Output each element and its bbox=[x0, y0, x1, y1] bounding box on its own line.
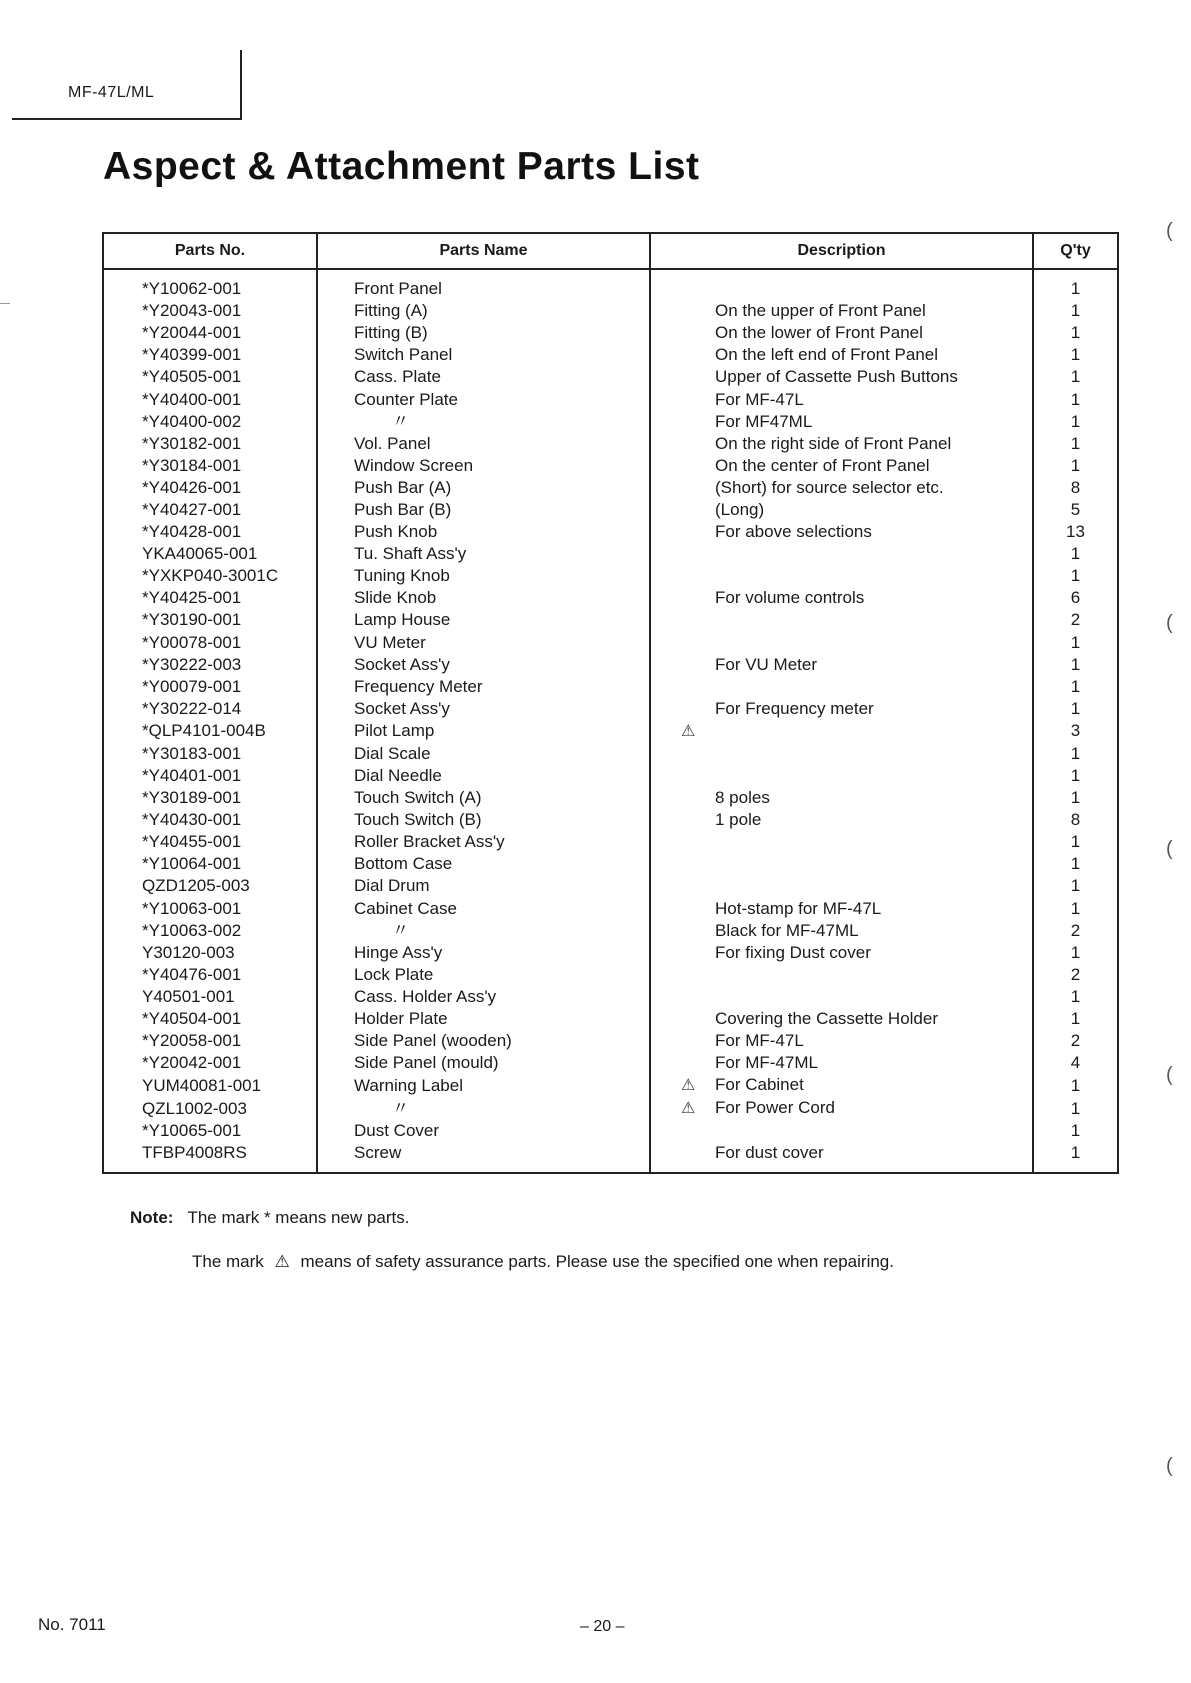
part-description bbox=[650, 898, 1033, 920]
part-name bbox=[317, 942, 650, 964]
part-description bbox=[650, 875, 1033, 897]
part-description bbox=[650, 743, 1033, 765]
part-description bbox=[650, 499, 1033, 521]
part-name bbox=[317, 521, 650, 543]
part-name-text: Dial Drum bbox=[354, 876, 430, 896]
table-row bbox=[103, 743, 1118, 765]
part-description bbox=[650, 809, 1033, 831]
part-name bbox=[317, 388, 650, 410]
part-name bbox=[317, 986, 650, 1008]
part-qty: 1 bbox=[1070, 367, 1081, 387]
note-mark-prefix: The mark bbox=[192, 1252, 264, 1271]
part-number: *Y40476-001 bbox=[103, 964, 317, 986]
part-description bbox=[650, 609, 1033, 631]
part-qty: 1 bbox=[1070, 433, 1081, 453]
part-description-text: For MF-47ML bbox=[715, 1053, 818, 1073]
margin-mark: ( bbox=[1166, 220, 1173, 242]
part-qty: 1 bbox=[1070, 698, 1081, 718]
part-number: *Y20044-001 bbox=[103, 322, 317, 344]
part-name bbox=[317, 654, 650, 676]
part-name bbox=[317, 898, 650, 920]
table-row bbox=[103, 632, 1118, 654]
part-name bbox=[317, 1142, 650, 1173]
part-description bbox=[650, 433, 1033, 455]
part-name-text: Frequency Meter bbox=[354, 676, 483, 696]
header-parts-no: Parts No. bbox=[103, 233, 317, 269]
part-number: *Y30222-014 bbox=[103, 698, 317, 720]
part-qty: 6 bbox=[1070, 588, 1081, 608]
part-name bbox=[317, 920, 650, 942]
part-number: *Y10065-001 bbox=[103, 1120, 317, 1142]
part-name bbox=[317, 1097, 650, 1120]
part-number: *Y30189-001 bbox=[103, 787, 317, 809]
part-name-text: Lamp House bbox=[354, 610, 451, 630]
part-qty: 1 bbox=[1070, 1121, 1081, 1141]
part-number: YKA40065-001 bbox=[103, 543, 317, 565]
table-row bbox=[103, 1052, 1118, 1074]
parts-table bbox=[102, 232, 1119, 1174]
part-name-text: Hinge Ass'y bbox=[354, 942, 443, 962]
part-name bbox=[317, 765, 650, 787]
safety-warning-icon: ⚠ bbox=[681, 1100, 696, 1118]
note-safety-parts: means of safety assurance parts. Please use the specified one when repairing. bbox=[300, 1252, 894, 1271]
table-row bbox=[103, 831, 1118, 853]
part-name bbox=[317, 1120, 650, 1142]
table-row bbox=[103, 1120, 1118, 1142]
part-name-text: Warning Label bbox=[354, 1075, 463, 1095]
part-description-text: For Power Cord bbox=[715, 1098, 835, 1118]
part-description-text: For MF-47L bbox=[715, 389, 804, 409]
part-description-text: For Cabinet bbox=[715, 1075, 804, 1095]
part-name bbox=[317, 1008, 650, 1030]
part-description-text: For dust cover bbox=[715, 1143, 824, 1163]
part-name-text: Side Panel (mould) bbox=[354, 1053, 499, 1073]
part-description bbox=[650, 765, 1033, 787]
table-row bbox=[103, 1142, 1118, 1173]
part-qty: 8 bbox=[1070, 477, 1081, 497]
part-name bbox=[317, 676, 650, 698]
part-number: *Y10064-001 bbox=[103, 853, 317, 875]
part-name-text: Push Bar (B) bbox=[354, 499, 452, 519]
safety-warning-icon: ⚠ bbox=[681, 722, 696, 740]
header-qty: Q'ty bbox=[1033, 233, 1118, 269]
part-name-text: VU Meter bbox=[354, 632, 426, 652]
table-row bbox=[103, 898, 1118, 920]
part-description-text: Covering the Cassette Holder bbox=[715, 1009, 939, 1029]
part-name-text: Dial Scale bbox=[354, 743, 431, 763]
part-description-text: For VU Meter bbox=[715, 654, 818, 674]
parts-table-body bbox=[103, 269, 1118, 1173]
part-description bbox=[650, 1120, 1033, 1142]
table-row bbox=[103, 875, 1118, 897]
part-number: *Y40425-001 bbox=[103, 587, 317, 609]
part-name-text: 〃 bbox=[392, 920, 409, 940]
part-qty: 3 bbox=[1070, 721, 1081, 741]
table-row bbox=[103, 720, 1118, 743]
table-row bbox=[103, 1008, 1118, 1030]
part-number: *Y00078-001 bbox=[103, 632, 317, 654]
part-name bbox=[317, 366, 650, 388]
table-row bbox=[103, 1030, 1118, 1052]
part-description-text: (Long) bbox=[715, 499, 765, 519]
part-qty: 1 bbox=[1070, 1143, 1081, 1163]
table-row bbox=[103, 1074, 1118, 1097]
part-name bbox=[317, 543, 650, 565]
part-number: *Y30222-003 bbox=[103, 654, 317, 676]
part-name bbox=[317, 455, 650, 477]
part-name bbox=[317, 322, 650, 344]
part-number: Y40501-001 bbox=[103, 986, 317, 1008]
part-number: *Y20042-001 bbox=[103, 1052, 317, 1074]
part-description-text: On the left end of Front Panel bbox=[715, 345, 939, 365]
table-row bbox=[103, 609, 1118, 631]
part-description bbox=[650, 964, 1033, 986]
table-row bbox=[103, 499, 1118, 521]
part-qty: 1 bbox=[1070, 1075, 1081, 1095]
table-row bbox=[103, 1097, 1118, 1120]
margin-mark: ( bbox=[1166, 838, 1173, 860]
part-number: *Y40455-001 bbox=[103, 831, 317, 853]
part-qty: 1 bbox=[1070, 544, 1081, 564]
part-name-text: Bottom Case bbox=[354, 854, 453, 874]
table-row bbox=[103, 565, 1118, 587]
table-row bbox=[103, 787, 1118, 809]
part-qty: 1 bbox=[1070, 854, 1081, 874]
part-qty: 1 bbox=[1070, 279, 1081, 299]
part-name bbox=[317, 300, 650, 322]
part-qty: 4 bbox=[1070, 1053, 1081, 1073]
part-number: *Y30182-001 bbox=[103, 433, 317, 455]
part-description bbox=[650, 632, 1033, 654]
part-name bbox=[317, 809, 650, 831]
part-number: *Y40400-002 bbox=[103, 411, 317, 433]
part-name bbox=[317, 698, 650, 720]
part-qty: 1 bbox=[1070, 1098, 1081, 1118]
part-qty: 1 bbox=[1070, 301, 1081, 321]
part-description bbox=[650, 654, 1033, 676]
part-name-text: Switch Panel bbox=[354, 345, 453, 365]
part-description-text: On the upper of Front Panel bbox=[715, 301, 926, 321]
part-name bbox=[317, 1030, 650, 1052]
part-name-text: Cass. Plate bbox=[354, 367, 441, 387]
part-description-text: For MF-47L bbox=[715, 1031, 804, 1051]
part-qty: 2 bbox=[1070, 920, 1081, 940]
part-description bbox=[650, 1142, 1033, 1173]
safety-warning-icon: ⚠ bbox=[681, 1077, 696, 1095]
part-number: *Y40505-001 bbox=[103, 366, 317, 388]
table-row bbox=[103, 477, 1118, 499]
part-name-text: Pilot Lamp bbox=[354, 721, 435, 741]
part-number: *Y20043-001 bbox=[103, 300, 317, 322]
part-name-text: Counter Plate bbox=[354, 389, 458, 409]
margin-mark: ( bbox=[1166, 1455, 1173, 1477]
part-description bbox=[650, 1008, 1033, 1030]
part-name-text: Socket Ass'y bbox=[354, 698, 450, 718]
part-qty: 1 bbox=[1070, 788, 1081, 808]
table-row bbox=[103, 269, 1118, 300]
part-description bbox=[650, 587, 1033, 609]
part-qty: 1 bbox=[1070, 411, 1081, 431]
part-description-text: 8 poles bbox=[715, 788, 770, 808]
part-name bbox=[317, 477, 650, 499]
page-number: – 20 – bbox=[580, 1618, 625, 1635]
part-qty: 1 bbox=[1070, 986, 1081, 1006]
part-description bbox=[650, 455, 1033, 477]
part-description bbox=[650, 1052, 1033, 1074]
part-qty: 1 bbox=[1070, 389, 1081, 409]
part-number: *Y30183-001 bbox=[103, 743, 317, 765]
part-name bbox=[317, 632, 650, 654]
part-qty: 1 bbox=[1070, 898, 1081, 918]
part-description-text: For volume controls bbox=[715, 588, 865, 608]
part-name bbox=[317, 433, 650, 455]
part-description-text: Black for MF-47ML bbox=[715, 920, 859, 940]
table-row bbox=[103, 853, 1118, 875]
part-description-text: For MF47ML bbox=[715, 411, 813, 431]
part-qty: 2 bbox=[1070, 964, 1081, 984]
part-description bbox=[650, 366, 1033, 388]
part-number: *Y10063-001 bbox=[103, 898, 317, 920]
part-description bbox=[650, 676, 1033, 698]
part-description bbox=[650, 831, 1033, 853]
table-row bbox=[103, 698, 1118, 720]
part-number: *Y40426-001 bbox=[103, 477, 317, 499]
part-qty: 1 bbox=[1070, 323, 1081, 343]
part-description bbox=[650, 986, 1033, 1008]
part-qty: 1 bbox=[1070, 942, 1081, 962]
part-number: *Y40430-001 bbox=[103, 809, 317, 831]
part-name bbox=[317, 1052, 650, 1074]
part-qty: 1 bbox=[1070, 1009, 1081, 1029]
part-name-text: Touch Switch (A) bbox=[354, 788, 482, 808]
part-name bbox=[317, 411, 650, 433]
part-qty: 1 bbox=[1070, 676, 1081, 696]
table-row bbox=[103, 920, 1118, 942]
part-description bbox=[650, 322, 1033, 344]
part-name-text: Socket Ass'y bbox=[354, 654, 450, 674]
part-name-text: Roller Bracket Ass'y bbox=[354, 832, 505, 852]
safety-warning-icon: ⚠ bbox=[274, 1252, 290, 1271]
part-number: *Y30184-001 bbox=[103, 455, 317, 477]
table-row bbox=[103, 942, 1118, 964]
part-name-text: Slide Knob bbox=[354, 588, 437, 608]
part-qty: 8 bbox=[1070, 810, 1081, 830]
table-row bbox=[103, 676, 1118, 698]
part-qty: 1 bbox=[1070, 743, 1081, 763]
part-name-text: Fitting (B) bbox=[354, 323, 428, 343]
model-label: MF-47L/ML bbox=[68, 84, 155, 101]
part-name-text: Dial Needle bbox=[354, 766, 442, 786]
part-qty: 5 bbox=[1070, 499, 1081, 519]
part-number: TFBP4008RS bbox=[103, 1142, 317, 1173]
part-number: *Y00079-001 bbox=[103, 676, 317, 698]
part-description bbox=[650, 269, 1033, 300]
part-description bbox=[650, 388, 1033, 410]
table-row bbox=[103, 964, 1118, 986]
part-description-text: 1 pole bbox=[715, 810, 762, 830]
part-description-text: For fixing Dust cover bbox=[715, 942, 871, 962]
part-description bbox=[650, 787, 1033, 809]
part-name bbox=[317, 1074, 650, 1097]
part-description bbox=[650, 300, 1033, 322]
part-name-text: Front Panel bbox=[354, 279, 442, 299]
margin-mark: ( bbox=[1166, 1064, 1173, 1086]
part-name bbox=[317, 875, 650, 897]
part-qty: 2 bbox=[1070, 1031, 1081, 1051]
part-number: *Y40428-001 bbox=[103, 521, 317, 543]
part-number: QZL1002-003 bbox=[103, 1097, 317, 1120]
part-name-text: Touch Switch (B) bbox=[354, 810, 482, 830]
part-name-text: Side Panel (wooden) bbox=[354, 1031, 512, 1051]
part-description bbox=[650, 543, 1033, 565]
part-description bbox=[650, 942, 1033, 964]
part-name bbox=[317, 964, 650, 986]
part-qty: 1 bbox=[1070, 766, 1081, 786]
part-name-text: 〃 bbox=[392, 411, 409, 431]
part-name bbox=[317, 609, 650, 631]
part-description bbox=[650, 853, 1033, 875]
part-name bbox=[317, 587, 650, 609]
part-number: *Y10062-001 bbox=[103, 269, 317, 300]
part-number: Y30120-003 bbox=[103, 942, 317, 964]
part-number: *Y20058-001 bbox=[103, 1030, 317, 1052]
part-name-text: Screw bbox=[354, 1143, 402, 1163]
part-name-text: Cass. Holder Ass'y bbox=[354, 986, 497, 1006]
table-row bbox=[103, 986, 1118, 1008]
note-line-1 bbox=[130, 1208, 409, 1228]
part-name bbox=[317, 743, 650, 765]
part-name-text: Window Screen bbox=[354, 455, 474, 475]
page-title: Aspect & Attachment Parts List bbox=[103, 145, 700, 188]
part-qty: 1 bbox=[1070, 345, 1081, 365]
part-qty: 13 bbox=[1066, 522, 1085, 542]
part-name-text: 〃 bbox=[392, 1098, 409, 1118]
part-name bbox=[317, 787, 650, 809]
header-description: Description bbox=[650, 233, 1033, 269]
part-description bbox=[650, 477, 1033, 499]
document-number: No. 7011 bbox=[38, 1615, 106, 1634]
note-label: Note: bbox=[130, 1208, 174, 1227]
note-line-2 bbox=[192, 1252, 894, 1272]
part-name-text: Tuning Knob bbox=[354, 566, 450, 586]
table-row bbox=[103, 587, 1118, 609]
part-name bbox=[317, 499, 650, 521]
part-description bbox=[650, 344, 1033, 366]
header-parts-name: Parts Name bbox=[317, 233, 650, 269]
table-row bbox=[103, 300, 1118, 322]
table-row bbox=[103, 322, 1118, 344]
part-qty: 1 bbox=[1070, 455, 1081, 475]
table-row bbox=[103, 455, 1118, 477]
margin-mark: ( bbox=[1166, 612, 1173, 634]
part-name-text: Dust Cover bbox=[354, 1121, 440, 1141]
part-number: *Y40427-001 bbox=[103, 499, 317, 521]
part-description bbox=[650, 698, 1033, 720]
table-row bbox=[103, 521, 1118, 543]
part-number: *Y40399-001 bbox=[103, 344, 317, 366]
part-number: *Y10063-002 bbox=[103, 920, 317, 942]
part-description bbox=[650, 565, 1033, 587]
part-description-text: Hot-stamp for MF-47L bbox=[715, 898, 882, 918]
part-number: *Y30190-001 bbox=[103, 609, 317, 631]
part-name-text: Fitting (A) bbox=[354, 301, 428, 321]
part-number: QZD1205-003 bbox=[103, 875, 317, 897]
part-description bbox=[650, 1074, 1033, 1097]
part-description bbox=[650, 1030, 1033, 1052]
part-number: *YXKP040-3001C bbox=[103, 565, 317, 587]
part-number: *QLP4101-004B bbox=[103, 720, 317, 743]
part-description-text: On the center of Front Panel bbox=[715, 455, 930, 475]
part-qty: 1 bbox=[1070, 654, 1081, 674]
part-name-text: Holder Plate bbox=[354, 1009, 448, 1029]
part-number: YUM40081-001 bbox=[103, 1074, 317, 1097]
part-description-text: On the right side of Front Panel bbox=[715, 433, 952, 453]
part-description-text: Upper of Cassette Push Buttons bbox=[715, 367, 958, 387]
table-row bbox=[103, 411, 1118, 433]
table-row bbox=[103, 543, 1118, 565]
part-description-text: For Frequency meter bbox=[715, 698, 874, 718]
part-qty: 2 bbox=[1070, 610, 1081, 630]
table-row bbox=[103, 344, 1118, 366]
part-number: *Y40504-001 bbox=[103, 1008, 317, 1030]
part-description bbox=[650, 920, 1033, 942]
part-description bbox=[650, 521, 1033, 543]
part-qty: 1 bbox=[1070, 566, 1081, 586]
part-name bbox=[317, 344, 650, 366]
part-name-text: Push Bar (A) bbox=[354, 477, 452, 497]
part-name bbox=[317, 720, 650, 743]
part-description-text: On the lower of Front Panel bbox=[715, 323, 923, 343]
part-description bbox=[650, 720, 1033, 743]
table-row bbox=[103, 809, 1118, 831]
table-row bbox=[103, 765, 1118, 787]
part-name-text: Push Knob bbox=[354, 522, 438, 542]
note-new-parts: The mark * means new parts. bbox=[187, 1208, 410, 1227]
part-description bbox=[650, 1097, 1033, 1120]
table-row bbox=[103, 388, 1118, 410]
part-name bbox=[317, 269, 650, 300]
part-qty: 1 bbox=[1070, 876, 1081, 896]
table-row bbox=[103, 433, 1118, 455]
table-header-row bbox=[103, 233, 1118, 269]
part-description-text: For above selections bbox=[715, 522, 872, 542]
margin-tick bbox=[0, 303, 10, 304]
part-name-text: Vol. Panel bbox=[354, 433, 431, 453]
part-description-text: (Short) for source selector etc. bbox=[715, 477, 944, 497]
table-row bbox=[103, 654, 1118, 676]
table-row bbox=[103, 366, 1118, 388]
part-qty: 1 bbox=[1070, 632, 1081, 652]
part-number: *Y40400-001 bbox=[103, 388, 317, 410]
part-name bbox=[317, 853, 650, 875]
part-name-text: Tu. Shaft Ass'y bbox=[354, 544, 467, 564]
part-qty: 1 bbox=[1070, 832, 1081, 852]
part-description bbox=[650, 411, 1033, 433]
part-name bbox=[317, 831, 650, 853]
part-name-text: Cabinet Case bbox=[354, 898, 458, 918]
part-name-text: Lock Plate bbox=[354, 964, 434, 984]
part-name bbox=[317, 565, 650, 587]
part-number: *Y40401-001 bbox=[103, 765, 317, 787]
